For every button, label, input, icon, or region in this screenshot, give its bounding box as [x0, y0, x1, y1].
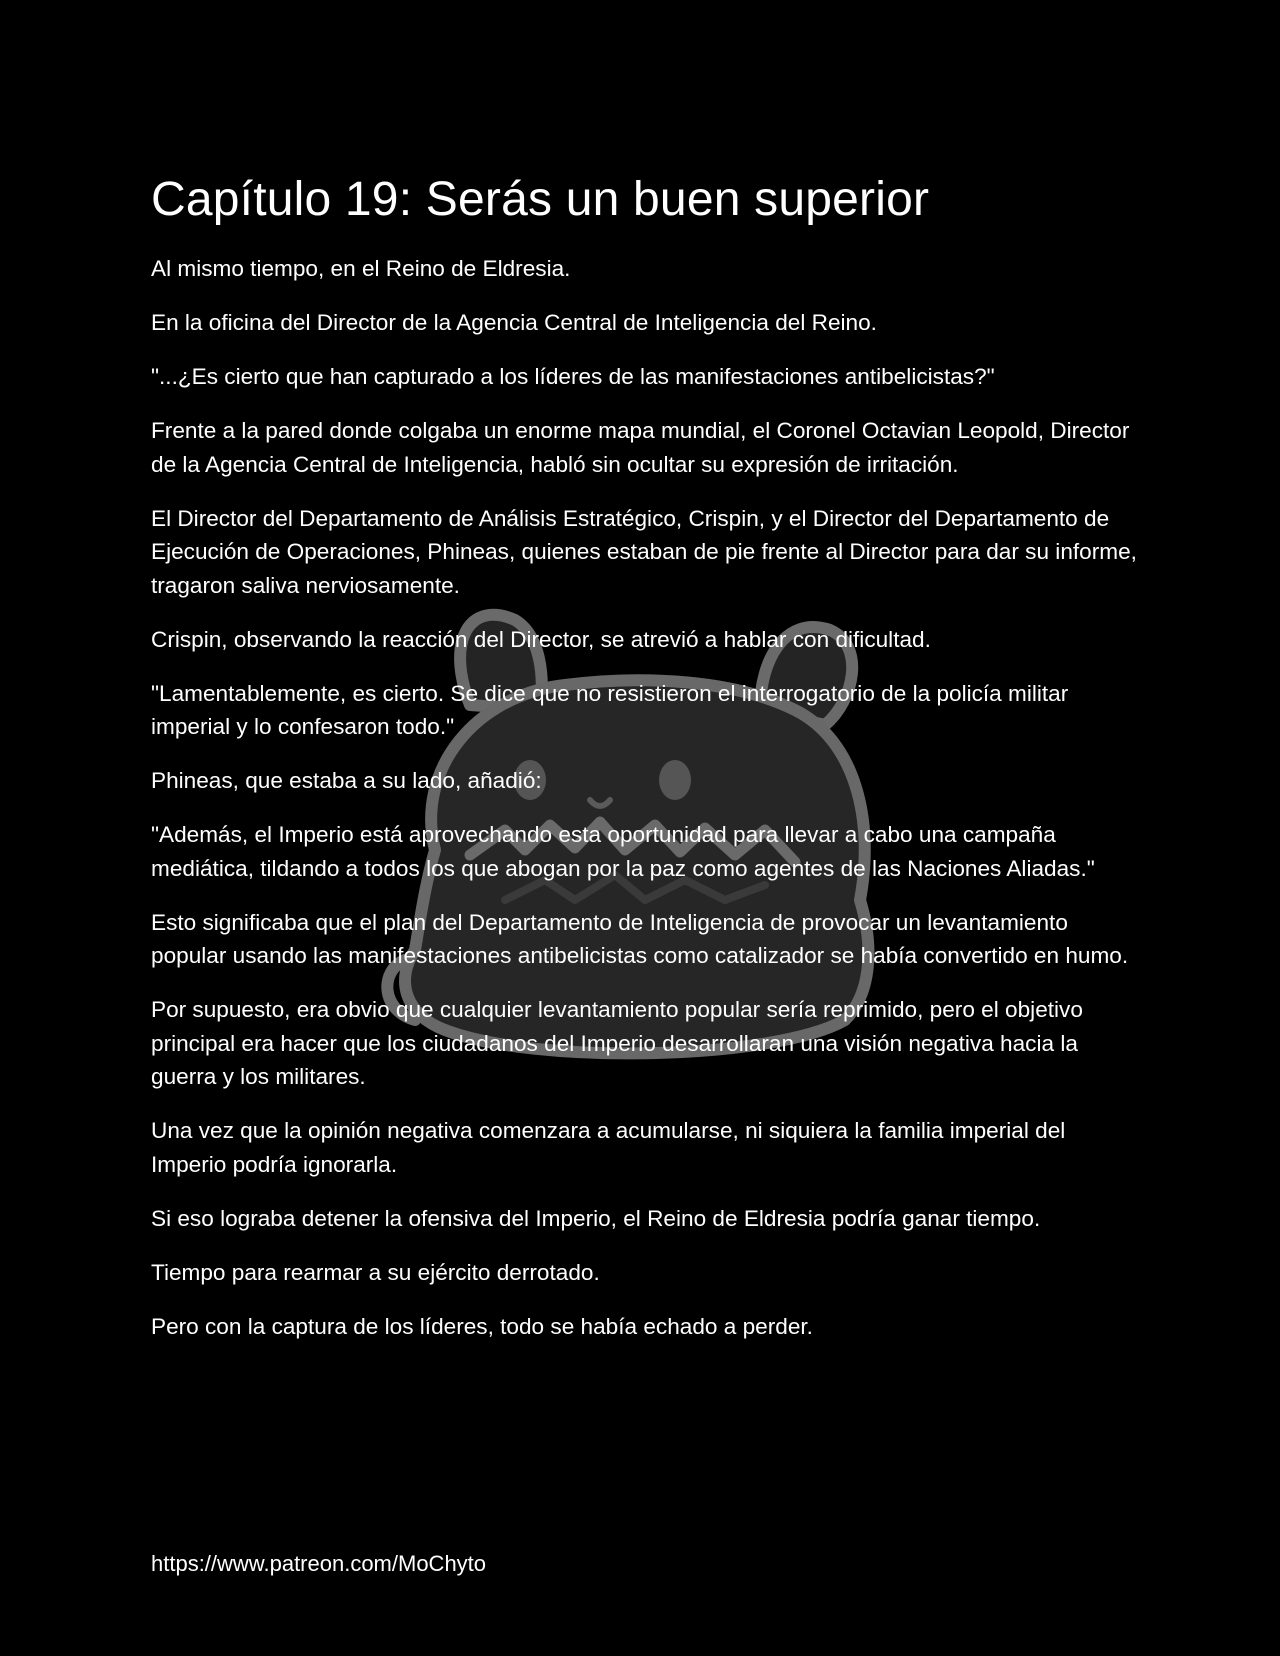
patreon-link[interactable]: https://www.patreon.com/MoChyto — [151, 1551, 487, 1576]
paragraph-3: "...¿Es cierto que han capturado a los líderes de las manifestaciones antibelicistas?" — [151, 364, 995, 389]
paragraph-9: "Además, el Imperio está aprovechando esta oportunidad para llevar a cabo una campaña mediática, tildando a todos los que abogan por la paz como agentes de las Naciones Aliadas." — [151, 822, 1095, 881]
chapter-title: Capítulo 19: Serás un buen superior — [151, 173, 930, 226]
paragraph-15: Pero con la captura de los líderes, todo se había echado a perder. — [151, 1313, 813, 1339]
paragraph-11: Por supuesto, era obvio que cualquier levantamiento popular sería reprimido, pero el objetivo principal era hacer que los ciudadanos del Imperio desarrollaran una visión negativa hacia la guerra y los militares. — [151, 997, 1083, 1089]
document-body — [151, 170, 1141, 1364]
paragraph-13: Si eso lograba detener la ofensiva del Imperio, el Reino de Eldresia podría ganar tiempo. — [151, 1205, 1041, 1231]
paragraph-5: El Director del Departamento de Análisis Estratégico, Crispin, y el Director del Departamento de Ejecución de Operaciones, Phineas, quienes estaban de pie frente al Director para dar su informe, tragaron saliva nerviosamente. — [151, 505, 1137, 598]
paragraph-14: Tiempo para rearmar a su ejército derrotado. — [151, 1259, 600, 1285]
paragraph-10: Esto significaba que el plan del Departamento de Inteligencia de provocar un levantamiento popular usando las manifestaciones antibelicistas como catalizador se había convertido en humo. — [151, 909, 1129, 968]
paragraph-4: Frente a la pared donde colgaba un enorme mapa mundial, el Coronel Octavian Leopold, Director de la Agencia Central de Inteligencia, habló sin ocultar su expresión de irritación. — [151, 418, 1130, 477]
paragraph-7: "Lamentablemente, es cierto. Se dice que no resistieron el interrogatorio de la policía militar imperial y lo confesaron todo." — [151, 680, 1069, 739]
paragraph-6: Crispin, observando la reacción del Director, se atrevió a hablar con dificultad. — [151, 626, 931, 652]
paragraph-2: En la oficina del Director de la Agencia Central de Inteligencia del Reino. — [151, 310, 877, 335]
paragraph-8: Phineas, que estaba a su lado, añadió: — [151, 768, 542, 793]
paragraph-12: Una vez que la opinión negativa comenzara a acumularse, ni siquiera la familia imperial del Imperio podría ignorarla. — [151, 1118, 1066, 1177]
paragraph-1: Al mismo tiempo, en el Reino de Eldresia. — [151, 256, 571, 281]
